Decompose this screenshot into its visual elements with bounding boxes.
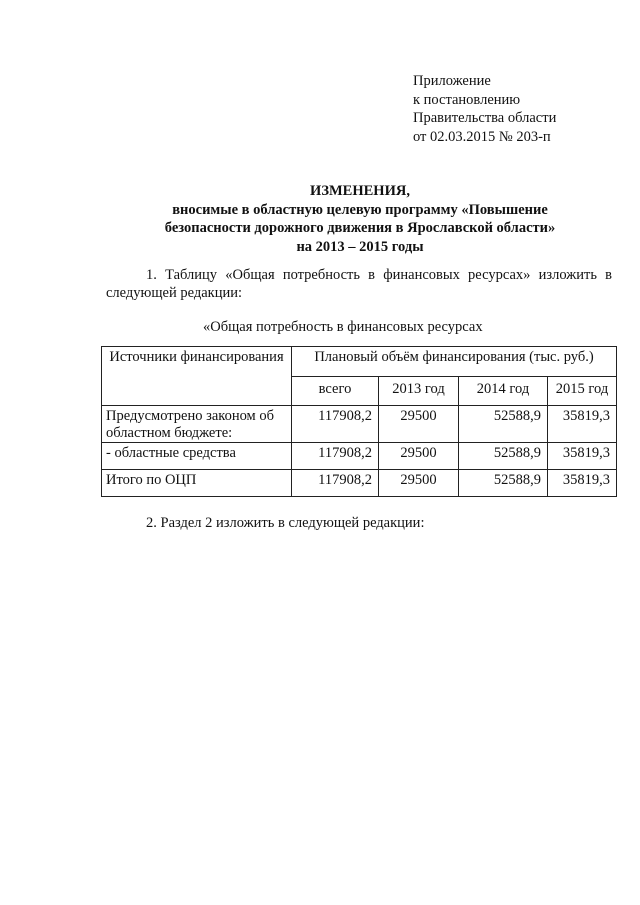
- table-header-row: [102, 347, 617, 377]
- header-source: Источники финансирования: [102, 347, 292, 406]
- row-2014: 52588,9: [459, 470, 548, 497]
- appendix-line-4: от 02.03.2015 № 203-п: [413, 128, 551, 145]
- row-2013: 29500: [379, 406, 459, 443]
- table-caption: «Общая потребность в финансовых ресурсах: [203, 319, 483, 335]
- header-2015: 2015 год: [548, 377, 617, 406]
- row-2014: 52588,9: [459, 406, 548, 443]
- row-2015: 35819,3: [548, 443, 617, 470]
- header-2014: 2014 год: [459, 377, 548, 406]
- row-source: Предусмотрено законом об областном бюджете:: [102, 406, 292, 443]
- header-2013: 2013 год: [379, 377, 459, 406]
- paragraph-1: [106, 266, 612, 302]
- heading-line-4: на 2013 – 2015 годы: [296, 238, 424, 255]
- row-total: 117908,2: [292, 443, 379, 470]
- financing-table: [101, 346, 617, 497]
- row-2014: 52588,9: [459, 443, 548, 470]
- paragraph-2: 2. Раздел 2 изложить в следующей редакции:: [146, 515, 425, 531]
- appendix-block: [413, 72, 633, 146]
- header-total: всего: [292, 377, 379, 406]
- heading-line-3: безопасности дорожного движения в Ярославской области»: [164, 220, 556, 236]
- row-2015: 35819,3: [548, 406, 617, 443]
- row-2013: 29500: [379, 443, 459, 470]
- row-2013: 29500: [379, 470, 459, 497]
- row-total: 117908,2: [292, 406, 379, 443]
- document-heading: [100, 182, 620, 256]
- table-row: [102, 470, 617, 497]
- heading-line-1: ИЗМЕНЕНИЯ,: [310, 183, 410, 199]
- header-plan: Плановый объём финансирования (тыс. руб.): [292, 347, 617, 377]
- table-row: [102, 406, 617, 443]
- row-2015: 35819,3: [548, 470, 617, 497]
- row-total: 117908,2: [292, 470, 379, 497]
- table-row: [102, 443, 617, 470]
- row-source: - областные средства: [102, 443, 292, 470]
- row-source: Итого по ОЦП: [102, 470, 292, 497]
- appendix-line-1: Приложение: [413, 73, 491, 89]
- heading-line-2: вносимые в областную целевую программу «Повышение: [172, 201, 548, 218]
- appendix-line-3: Правительства области: [413, 110, 557, 126]
- paragraph-1-text: 1. Таблицу «Общая потребность в финансовых ресурсах» изложить в следующей редакции:: [106, 267, 612, 301]
- appendix-line-2: к постановлению: [413, 91, 521, 108]
